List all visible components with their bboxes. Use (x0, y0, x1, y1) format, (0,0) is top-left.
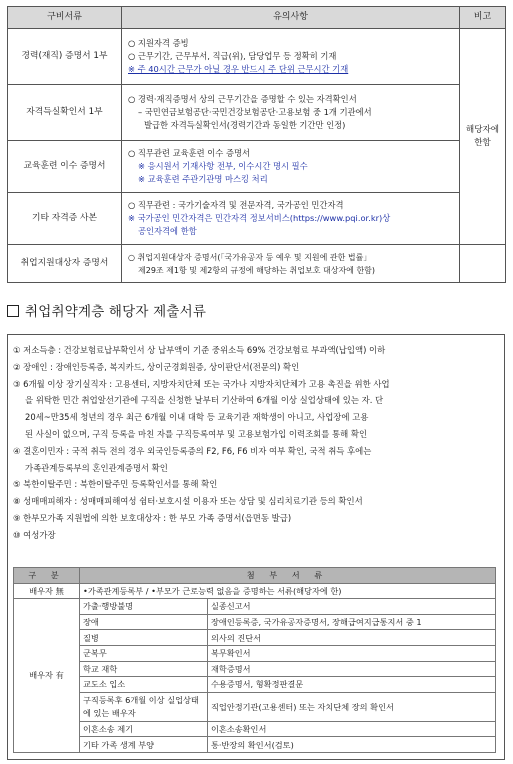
criteria-item (13, 510, 501, 527)
note-line: ※ 국가공인 민간자격은 민간자격 정보서비스(https://www.pqi.or.kr)상 (128, 213, 391, 223)
row-category: 경력(재직) 증명서 1부 (8, 29, 122, 85)
table-row (14, 599, 496, 615)
section-heading (7, 304, 206, 321)
table-row (8, 85, 506, 141)
section-heading-text: 취업취약계층 해당자 제출서류 (25, 304, 207, 320)
note-line: ○ 경력·재직증명서 상의 근무기간을 증명할 수 있는 자격확인서 (128, 94, 357, 104)
table-row (8, 29, 506, 85)
table-header-row (8, 7, 506, 29)
female-head-documents-table (13, 567, 496, 753)
no-spouse-label: 배우자 無 (14, 583, 80, 599)
spouse-label: 배우자 有 (14, 599, 80, 753)
note-line: 공인자격에 한함 (138, 226, 197, 236)
criteria-text: ⑧ 성매매피해자 : 성매매피해여성 쉼터·보호시설 이용자 또는 상담 및 심리치료기관 등의 확인서 (13, 496, 363, 507)
header-remark: 비고 (460, 7, 506, 29)
row-doc: 이혼소송확인서 (208, 721, 496, 737)
table-row (8, 141, 506, 193)
row-notes (122, 245, 460, 283)
note-line: – 국민연금보험공단·국민건강보험공단·고용보험 중 1개 기관에서 (138, 107, 372, 117)
row-doc: 장애인등록증, 국가유공자증명서, 장해급여지급통지서 중 1 (208, 614, 496, 630)
note-line: ○ 직무관련 교육훈련 이수 증명서 (128, 148, 250, 158)
required-documents-table (7, 6, 506, 283)
row-item: 질병 (80, 630, 208, 646)
criteria-item (13, 443, 501, 477)
row-doc: 재학증명서 (208, 661, 496, 677)
table-row (14, 583, 496, 599)
criteria-text: ⑤ 북한이탈주민 : 북한이탈주민 등록확인서를 통해 확인 (13, 479, 218, 490)
row-item: 이혼소송 제기 (80, 721, 208, 737)
row-category: 자격득실확인서 1부 (8, 85, 122, 141)
note-line: ○ 근무기간, 근무부서, 직급(위), 담당업무 등 정확히 기재 (128, 51, 337, 61)
criteria-text: ④ 결혼이민자 : 국적 취득 전의 경우 외국인등록증의 F2, F6, F6 비자 여부 확인, 국적 취득 후에는 (13, 445, 372, 456)
table-row (14, 630, 496, 646)
row-item: 구직등록후 6개월 이상 실업상태에 있는 배우자 (80, 692, 208, 721)
row-doc: 수용증명서, 형확정판결문 (208, 677, 496, 693)
header-documents: 첨 부 서 류 (80, 568, 496, 584)
row-notes (122, 85, 460, 141)
criteria-item (13, 359, 501, 376)
criteria-item (13, 493, 501, 510)
header-category: 구비서류 (8, 7, 122, 29)
note-line: ○ 지원자격 증빙 (128, 38, 189, 48)
criteria-text: ② 장애인 : 장애인등록증, 복지카드, 상이군경회원증, 상이판단서(전문의) 확인 (13, 361, 300, 372)
table-row (14, 677, 496, 693)
row-notes (122, 29, 460, 85)
row-item: 학교 재학 (80, 661, 208, 677)
table-row (8, 193, 506, 245)
row-item: 가출·행방불명 (80, 599, 208, 615)
criteria-continuation: 을 위탁한 민간 취업알선기관에 구직을 신청한 날부터 기산하여 6개월 이상 실업상태에 있는 자. 단 (25, 395, 384, 406)
row-item: 기타 가족 생계 부양 (80, 737, 208, 753)
row-notes (122, 193, 460, 245)
table-row (8, 245, 506, 283)
criteria-list (13, 342, 501, 544)
row-category: 기타 자격증 사본 (8, 193, 122, 245)
criteria-text: ⑩ 여성가장 (13, 529, 56, 540)
row-doc: 통·반장의 확인서(검토) (208, 737, 496, 753)
row-notes (122, 141, 460, 193)
row-doc: 직업안정기관(고용센터) 또는 자치단체 장의 확인서 (208, 692, 496, 721)
row-doc: 실종신고서 (208, 599, 496, 615)
no-spouse-documents: •가족관계등록부 / •부모가 근로능력 없음을 증명하는 서류(해당자에 한) (80, 583, 496, 599)
criteria-item (13, 342, 501, 359)
criteria-text: ⑨ 한부모가족 지원법에 의한 보호대상자 : 한 부모 가족 증명서(읍면동 발급) (13, 512, 292, 523)
criteria-item (13, 476, 501, 493)
row-category: 교육훈련 이수 증명서 (8, 141, 122, 193)
checkbox-square-icon (7, 305, 19, 317)
criteria-box (7, 334, 505, 760)
row-category (8, 245, 122, 283)
note-line: ○ 직무관련 : 국가기술자격 및 전문자격, 국가공인 민간자격 (128, 200, 344, 210)
table-row (14, 661, 496, 677)
note-line: ※ 응시원서 기재사항 전부, 이수시간 명시 필수 (138, 161, 308, 171)
row-item: 군복무 (80, 645, 208, 661)
header-notes: 유의사항 (122, 7, 460, 29)
remark-line: 해당자에 (465, 124, 500, 135)
remark-cell (460, 29, 506, 245)
row-item: 장애 (80, 614, 208, 630)
row-item: 교도소 입소 (80, 677, 208, 693)
table-row (14, 614, 496, 630)
table-row (14, 645, 496, 661)
criteria-continuation: 가족관계등록부의 혼인관계증명서 확인 (25, 462, 168, 473)
row-category-text: 취업지원대상자 증명서 (20, 258, 109, 268)
criteria-item (13, 527, 501, 544)
criteria-text: ③ 6개월 이상 장기실직자 : 고용센터, 지방자치단체 또는 국가나 지방자치단체가 고용 촉진을 위한 사업 (13, 378, 390, 389)
criteria-continuation: 20세~만35세 청년의 경우 최근 6개월 이내 대학 등 교육기관 재학생이 아니고, 사업장에 고용 (25, 412, 369, 423)
note-line: ※ 교육훈련 주관기관명 마스킹 처리 (138, 174, 268, 184)
criteria-continuation: 된 사실이 없으며, 구직 등록을 마친 자를 구직등록여부 및 고용보험가입 이력조회를 통해 확인 (25, 428, 368, 439)
criteria-text: ① 저소득층 : 건강보험료납부확인서 상 납부액이 기준 중위소득 69% 건강보험료 부과액(납입액) 이하 (13, 345, 386, 355)
table-row (14, 692, 496, 721)
note-line: 제29조 제1항 및 제2항의 규정에 해당하는 취업보호 대상자에 한함) (138, 265, 376, 275)
table-row (14, 737, 496, 753)
remark-empty (460, 245, 506, 283)
criteria-item (13, 376, 501, 443)
note-line: 발급한 자격득실확인서(경력기간과 동일한 기간만 인정) (144, 120, 346, 130)
table-row (14, 721, 496, 737)
header-category: 구 분 (14, 568, 80, 584)
row-doc: 의사의 진단서 (208, 630, 496, 646)
note-line: ※ 주 40시간 근무가 아닐 경우 반드시 주 단위 근무시간 기재 (128, 64, 349, 74)
note-line: ○ 취업지원대상자 증명서(「국가유공자 등 예우 및 지원에 관한 법률」 (128, 252, 372, 262)
remark-line: 한함 (474, 137, 491, 148)
row-doc: 복무확인서 (208, 645, 496, 661)
table-header-row (14, 568, 496, 584)
